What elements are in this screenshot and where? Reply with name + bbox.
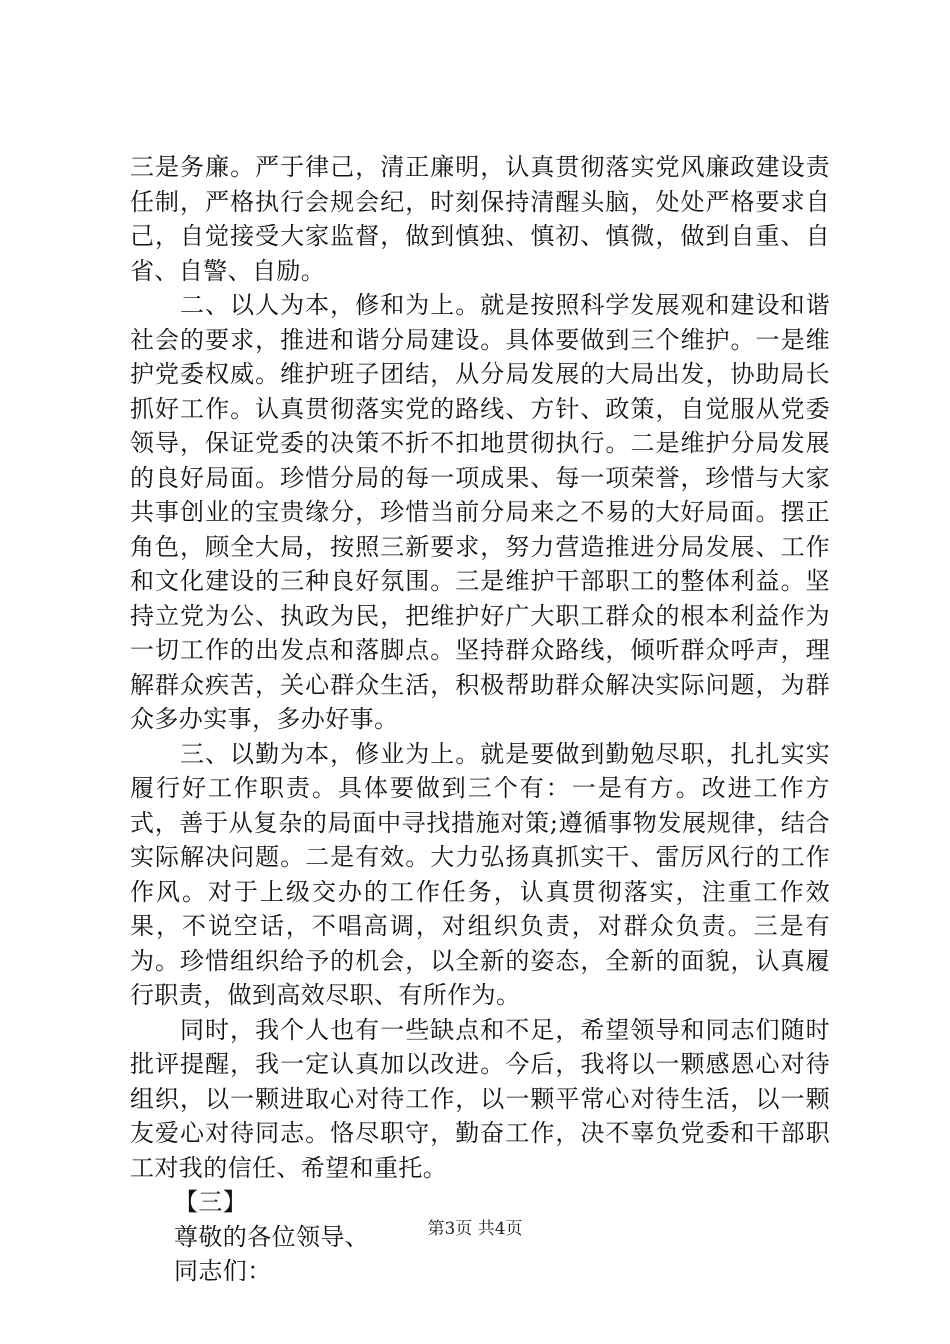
page-number-footer: 第3页 共4页 [427,1219,523,1239]
paragraph-closing: 同时，我个人也有一些缺点和不足，希望领导和同志们随时批评提醒，我一定认真加以改进。今后，我将以一颗感恩心对待组织，以一颗进取心对待工作，以一颗平常心对待生活，以一颗友爱心对待同志。恪尽职守，勤奋工作，决不辜负党委和干部职工对我的信任、希望和重托。 [130,1015,830,1182]
section-heading: 【三】 [174,1188,248,1216]
paragraph-wulian: 三是务廉。严于律己，清正廉明，认真贯彻落实党风廉政建设责任制，严格执行会规会纪，时刻保持清醒头脑，处处严格要求自己，自觉接受大家监督，做到慎独、慎初、慎微，做到自重、自省、自警、自励。 [130,153,830,285]
salutation-line-1: 尊敬的各位领导、 [174,1222,370,1251]
paragraph-section-two: 二、以人为本，修和为上。就是按照科学发展观和建设和谐社会的要求，推进和谐分局建设。具体要做到三个维护。一是维护党委权威。维护班子团结，从分局发展的大局出发，协助局长抓好工作。认真贯彻落实党的路线、方针、政策，自觉服从党委领导，保证党委的决策不折不扣地贯彻执行。二是维护分局发展的良好局面。珍惜分局的每一项成果、每一项荣誉，珍惜与大家共事创业的宝贵缘分，珍惜当前分局来之不易的大好局面。摆正角色，顾全大局，按照三新要求，努力营造推进分局发展、工作和文化建设的三种良好氛围。三是维护干部职工的整体利益。坚持立党为公、执政为民，把维护好广大职工群众的根本利益作为一切工作的出发点和落脚点。坚持群众路线，倾听群众呼声，理解群众疾苦，关心群众生活，积极帮助群众解决实际问题，为群众多办实事，多办好事。 [130,291,830,733]
paragraph-section-three: 三、以勤为本，修业为上。就是要做到勤勉尽职，扎扎实实履行好工作职责。具体要做到三个有：一是有方。改进工作方式，善于从复杂的局面中寻找措施对策;遵循事物发展规律，结合实际解决问题。二是有效。大力弘扬真抓实干、雷厉风行的工作作风。对于上级交办的工作任务，认真贯彻落实，注重工作效果，不说空话，不唱高调，对组织负责，对群众负责。三是有为。珍惜组织给予的机会，以全新的姿态，全新的面貌，认真履行职责，做到高效尽职、有所作为。 [130,739,830,1009]
salutation-line-2: 同志们： [174,1257,272,1285]
document-body [130,150,830,1289]
